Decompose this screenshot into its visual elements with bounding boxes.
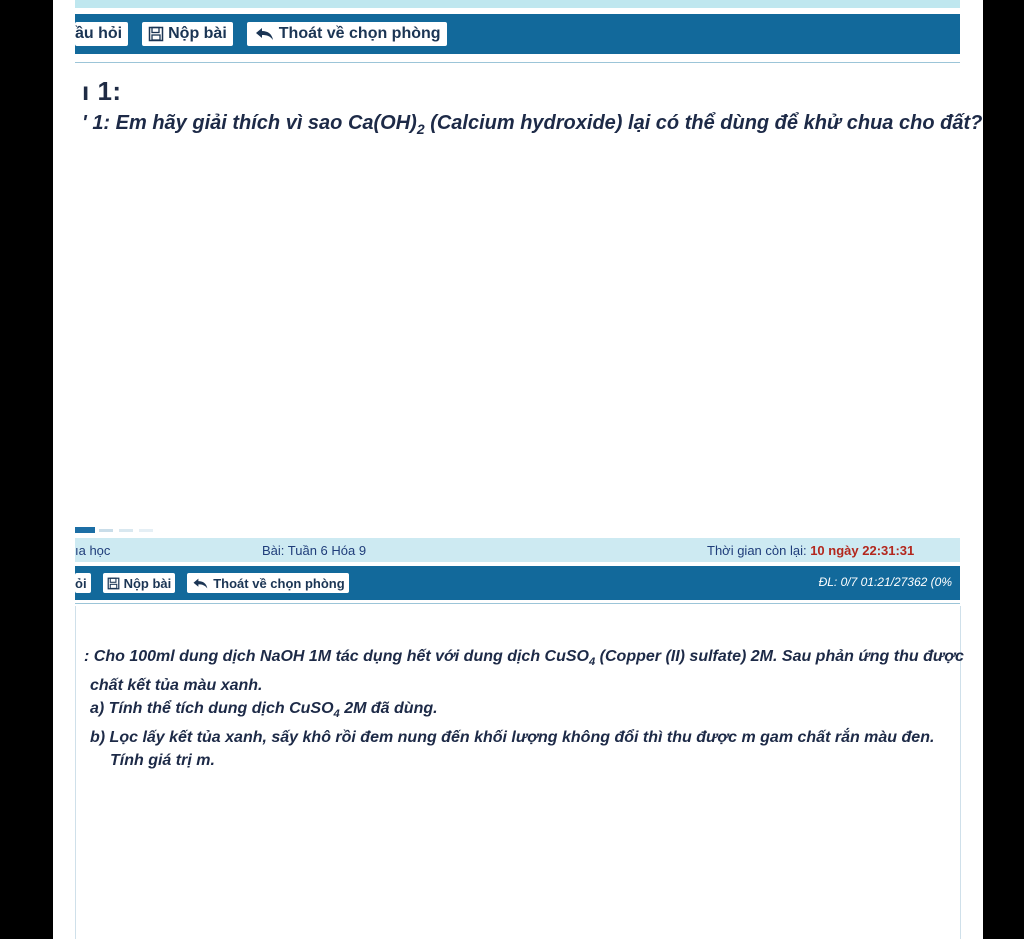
exam-page: [53, 0, 983, 939]
submit-label: Nộp bài: [168, 25, 227, 42]
lesson-info: Bài: Tuần 6 Hóa 9: [262, 543, 367, 558]
questions-button[interactable]: [75, 22, 128, 46]
exit-room-label: Thoát về chọn phòng: [278, 25, 441, 42]
questions-label: ầu hỏi: [75, 25, 123, 42]
subject-label: ıa học: [75, 543, 111, 558]
divider: [75, 603, 960, 604]
question-1-text: ' 1: Em hãy giải thích vì sao $Ca(OH)_2$ (Calcium hydroxide) lại có thể dùng để khử chua cho đất?: [82, 112, 983, 137]
top-toolbar: [75, 14, 960, 54]
back-arrow-icon: [253, 26, 275, 42]
exit-room-button[interactable]: [247, 22, 447, 46]
questions-label-2: ỏi: [75, 575, 87, 591]
top-strip: [75, 0, 960, 8]
exit-room-label-2: Thoát về chọn phòng: [213, 575, 345, 591]
save-icon: [107, 577, 120, 590]
submit-label-2: Nộp bài: [123, 575, 172, 591]
question-2-text: [84, 645, 964, 772]
save-icon: [148, 26, 164, 42]
question-2-part-a: a) Tính thể tích dung dịch CuSO$_4$ 2M đã dùng.: [90, 699, 438, 720]
progress-info: ĐL: 0/7 01:21/27362 (0%: [818, 575, 952, 589]
question-2-part-b-cont: Tính giá trị m.: [110, 751, 215, 769]
submit-button-2[interactable]: [103, 573, 176, 593]
time-remaining: Thời gian còn lại: 10 ngày 22:31:31: [707, 543, 915, 558]
exit-room-button-2[interactable]: [187, 573, 348, 593]
question-2-part-b: b) Lọc lấy kết tủa xanh, sấy khô rồi đem nung đến khối lượng không đổi thì thu được m gam chất rắn màu đen.: [90, 728, 935, 746]
bottom-toolbar: [75, 566, 960, 600]
status-bar: [75, 538, 960, 562]
question-1-heading: ı 1:: [82, 76, 122, 106]
loading-indicator: [75, 527, 175, 533]
submit-button[interactable]: [142, 22, 233, 46]
questions-button-2[interactable]: [75, 573, 91, 593]
question-2-line-1: : Cho 100ml dung dịch NaOH 1M tác dụng hết với dung dịch CuSO$_4$ (Copper (II) sulfate) 2M. Sau phản ứng thu được: [84, 648, 964, 668]
back-arrow-icon: [191, 577, 209, 590]
divider: [75, 62, 960, 63]
question-2-line-2: chất kết tủa màu xanh.: [90, 676, 263, 694]
